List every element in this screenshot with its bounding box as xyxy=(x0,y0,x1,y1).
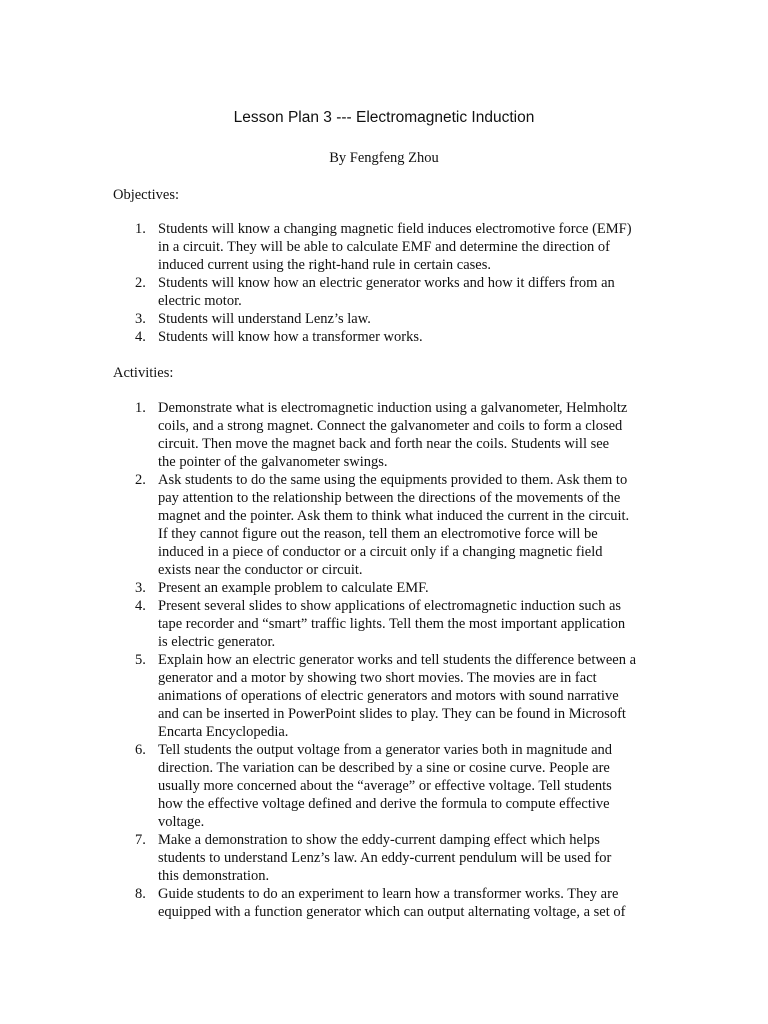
objective-text-line: Students will know how a transformer works. xyxy=(158,329,423,345)
objective-text-line: in a circuit. They will be able to calculate EMF and determine the direction of xyxy=(158,239,610,255)
activity-text-line: Make a demonstration to show the eddy-current damping effect which helps xyxy=(158,832,600,848)
activity-number: 2. xyxy=(135,472,146,488)
document-title: Lesson Plan 3 --- Electromagnetic Induction xyxy=(233,109,535,126)
objective-text-line: Students will know how an electric generator works and how it differs from an xyxy=(158,275,615,291)
objective-item xyxy=(0,310,658,328)
objective-item xyxy=(0,220,658,274)
activity-item xyxy=(0,399,658,471)
activity-number: 3. xyxy=(135,580,146,596)
author-byline: By Fengfeng Zhou xyxy=(329,150,439,166)
activity-text-line: If they cannot figure out the reason, tell them an electromotive force will be xyxy=(158,526,598,542)
activity-text-line: usually more concerned about the “average” or effective voltage. Tell students xyxy=(158,778,612,794)
objective-number: 1. xyxy=(135,221,146,237)
activity-text-line: Ask students to do the same using the equipments provided to them. Ask them to xyxy=(158,472,628,488)
objectives-list xyxy=(0,220,658,346)
activity-text-line: this demonstration. xyxy=(158,868,270,884)
activity-item xyxy=(0,597,658,651)
objective-item xyxy=(0,328,658,346)
activity-number: 7. xyxy=(135,832,146,848)
activity-text-line: Explain how an electric generator works and tell students the difference between a xyxy=(158,652,637,668)
activity-text-line: Encarta Encyclopedia. xyxy=(158,724,289,740)
objective-number: 3. xyxy=(135,311,146,327)
activity-item xyxy=(0,471,658,579)
objective-text-line: Students will know a changing magnetic field induces electromotive force (EMF) xyxy=(158,221,632,237)
activity-text-line: generator and a motor by showing two short movies. The movies are in fact xyxy=(158,670,597,686)
activity-text-line: the pointer of the galvanometer swings. xyxy=(158,454,388,470)
activity-text-line: pay attention to the relationship between the directions of the movements of the xyxy=(158,490,621,506)
objective-text-line: electric motor. xyxy=(158,293,242,309)
objective-item xyxy=(0,274,658,310)
activity-text-line: Tell students the output voltage from a generator varies both in magnitude and xyxy=(158,742,613,758)
activity-text-line: direction. The variation can be described by a sine or cosine curve. People are xyxy=(158,760,610,776)
objectives-heading: Objectives: xyxy=(113,187,180,203)
activity-number: 6. xyxy=(135,742,146,758)
activity-item xyxy=(0,651,658,741)
activity-text-line: Present an example problem to calculate EMF. xyxy=(158,580,429,596)
activity-text-line: coils, and a strong magnet. Connect the galvanometer and coils to form a closed xyxy=(158,418,623,434)
activities-list xyxy=(0,399,658,921)
activity-text-line: induced in a piece of conductor or a circuit only if a changing magnetic field xyxy=(158,544,603,560)
activity-item xyxy=(0,885,658,921)
objective-number: 2. xyxy=(135,275,146,291)
activity-text-line: circuit. Then move the magnet back and forth near the coils. Students will see xyxy=(158,436,610,452)
activity-text-line: tape recorder and “smart” traffic lights. Tell them the most important application xyxy=(158,616,626,632)
activity-text-line: and can be inserted in PowerPoint slides to play. They can be found in Microsoft xyxy=(158,706,626,722)
activity-number: 5. xyxy=(135,652,146,668)
activity-item xyxy=(0,741,658,831)
objective-text-line: Students will understand Lenz’s law. xyxy=(158,311,371,327)
activity-text-line: exists near the conductor or circuit. xyxy=(158,562,363,578)
activity-text-line: Demonstrate what is electromagnetic induction using a galvanometer, Helmholtz xyxy=(158,400,628,416)
activity-item xyxy=(0,831,658,885)
activity-item xyxy=(0,579,658,597)
activity-text-line: voltage. xyxy=(158,814,205,830)
activity-text-line: students to understand Lenz’s law. An eddy-current pendulum will be used for xyxy=(158,850,612,866)
activity-text-line: is electric generator. xyxy=(158,634,276,650)
activity-text-line: equipped with a function generator which can output alternating voltage, a set of xyxy=(158,904,626,920)
activity-text-line: Guide students to do an experiment to learn how a transformer works. They are xyxy=(158,886,619,902)
activity-text-line: animations of operations of electric generators and motors with sound narrative xyxy=(158,688,619,704)
activity-text-line: magnet and the pointer. Ask them to think what induced the current in the circuit. xyxy=(158,508,630,524)
activity-number: 8. xyxy=(135,886,146,902)
activity-text-line: how the effective voltage defined and derive the formula to compute effective xyxy=(158,796,610,812)
objective-number: 4. xyxy=(135,329,146,345)
activity-number: 1. xyxy=(135,400,146,416)
activity-text-line: Present several slides to show applications of electromagnetic induction such as xyxy=(158,598,622,614)
activity-number: 4. xyxy=(135,598,146,614)
objective-text-line: induced current using the right-hand rule in certain cases. xyxy=(158,257,491,273)
activities-heading: Activities: xyxy=(113,365,174,381)
